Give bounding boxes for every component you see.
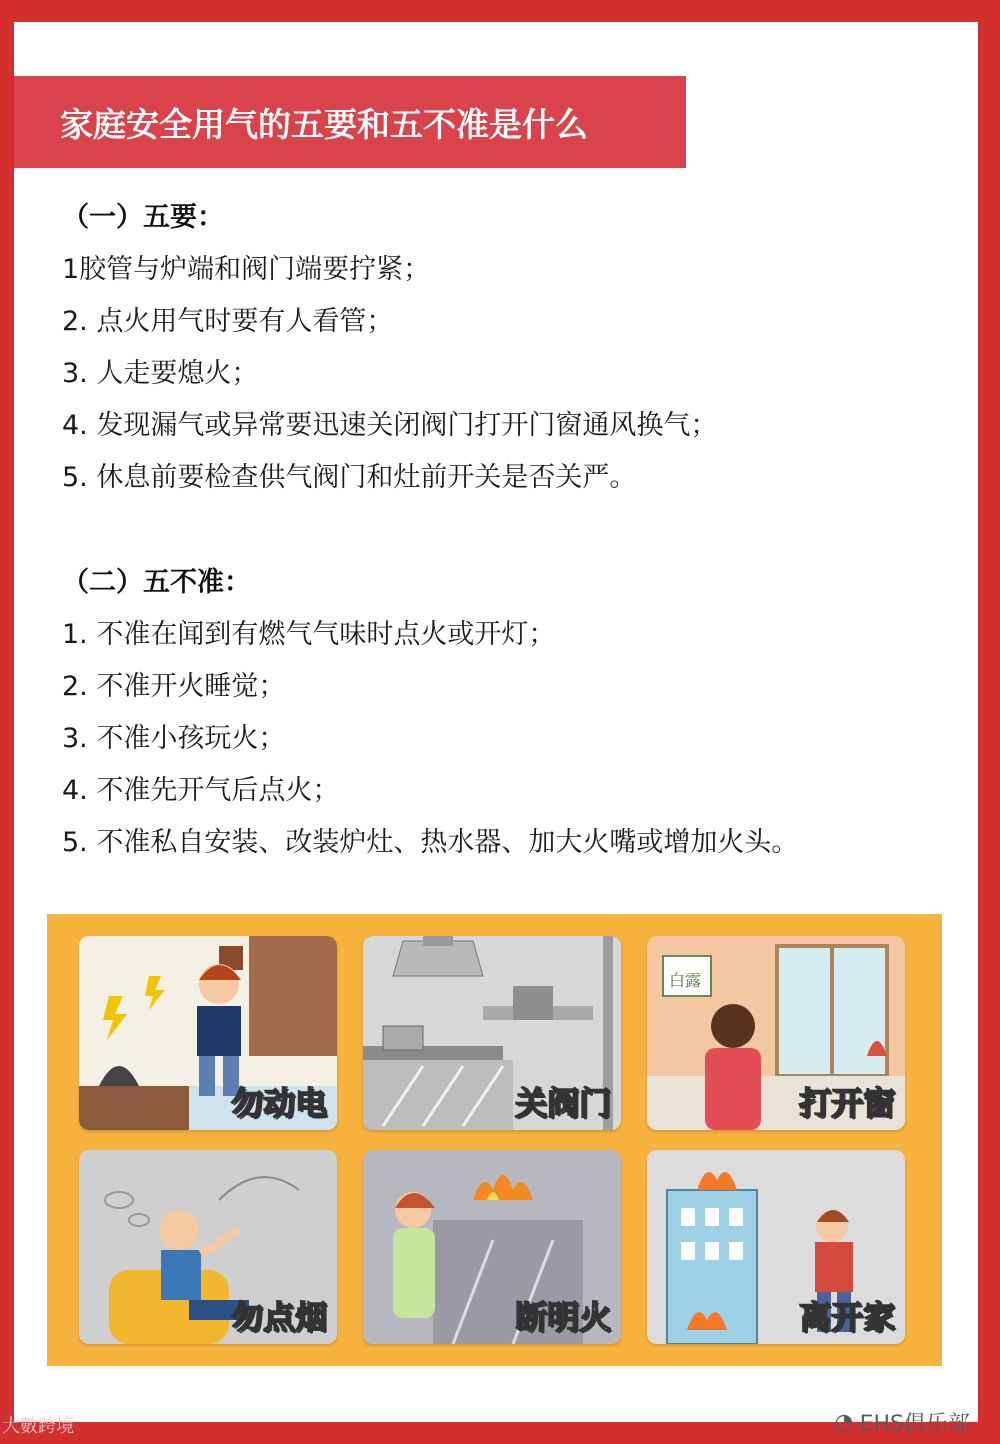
card-no-smoking (79, 1150, 337, 1344)
five-musts-section (62, 192, 717, 504)
list-item: 5. 休息前要检查供气阀门和灶前开关是否关严。 (62, 462, 637, 493)
list-item: 1. 不准在闻到有燃气气味时点火或开灯； (62, 619, 556, 650)
card-close-valve (363, 936, 621, 1130)
wechat-icon: ◔ (834, 1410, 854, 1435)
card-cut-fire (363, 1150, 621, 1344)
card-label: 打开窗 (798, 1084, 895, 1122)
list-item: 5. 不准私自安装、改装炉灶、热水器、加大火嘴或增加火头。 (62, 827, 799, 858)
calendar-text: 白露 (669, 971, 702, 990)
card-label: 断明火 (514, 1298, 611, 1336)
poster-frame (14, 22, 978, 1422)
list-item: 4. 发现漏气或异常要迅速关闭阀门打开门窗通风换气； (62, 410, 718, 441)
card-no-electricity (79, 936, 337, 1130)
watermark-left: 大數跨境 (2, 1416, 74, 1437)
list-item: 3. 人走要熄火； (62, 358, 259, 389)
list-item: 3. 不准小孩玩火； (62, 723, 286, 754)
card-label: 离开家 (798, 1298, 895, 1336)
watermark-right (834, 1407, 970, 1438)
section-heading: （二）五不准： (62, 567, 251, 598)
watermark-right-text: EHS俱乐部 (859, 1412, 970, 1437)
card-open-window (647, 936, 905, 1130)
illustration-panel (47, 914, 942, 1366)
five-donts-section (62, 557, 798, 869)
list-item: 1胶管与炉端和阀门端要拧紧； (62, 254, 431, 285)
list-item: 2. 点火用气时要有人看管； (62, 306, 394, 337)
card-label: 勿点烟 (230, 1298, 327, 1336)
section-heading: （一）五要： (62, 202, 224, 233)
card-label: 勿动电 (230, 1084, 327, 1122)
page-title: 家庭安全用气的五要和五不准是什么 (14, 76, 686, 168)
card-label: 关阀门 (514, 1084, 611, 1122)
card-leave-home (647, 1150, 905, 1344)
list-item: 2. 不准开火睡觉； (62, 671, 286, 702)
list-item: 4. 不准先开气后点火； (62, 775, 340, 806)
